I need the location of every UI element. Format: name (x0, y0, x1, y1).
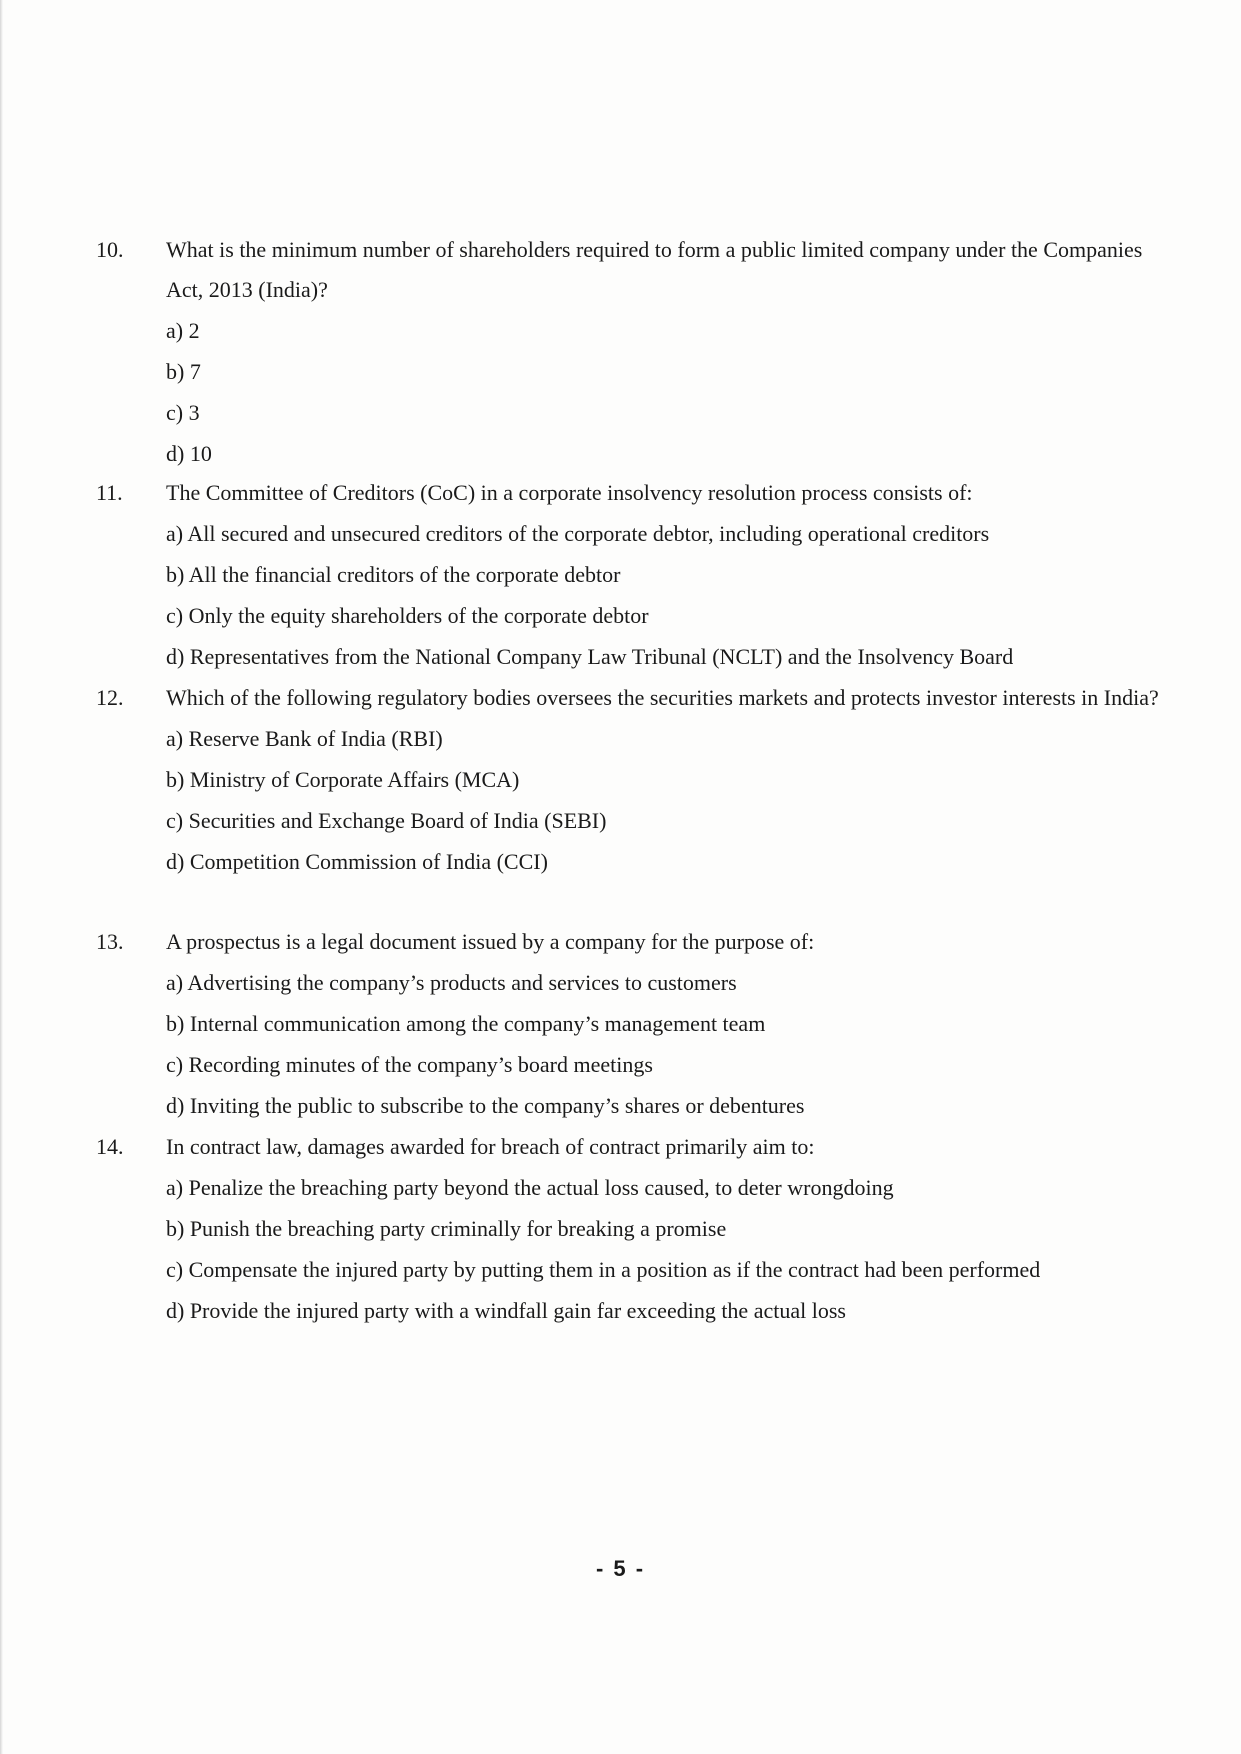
option-c: c) Recording minutes of the company’s board meetings (166, 1052, 653, 1077)
option-a: a) Penalize the breaching party beyond the actual loss caused, to deter wrongdoing (166, 1175, 894, 1200)
question-12 (96, 678, 1206, 882)
question-11 (96, 473, 1206, 677)
option-a: a) Advertising the company’s products and services to customers (166, 970, 737, 995)
option-d: d) Provide the injured party with a windfall gain far exceeding the actual loss (166, 1298, 846, 1323)
option-list (166, 718, 1206, 882)
question-number: 11. (96, 480, 123, 505)
option-list (166, 513, 1206, 677)
option-c: c) 3 (166, 400, 200, 425)
option-a: a) 2 (166, 318, 200, 343)
option-c: c) Compensate the injured party by putting them in a position as if the contract had been performed (166, 1257, 1041, 1282)
option-c: c) Only the equity shareholders of the corporate debtor (166, 603, 649, 628)
question-number: 10. (96, 237, 124, 262)
option-b: b) Punish the breaching party criminally for breaking a promise (166, 1216, 727, 1241)
option-d: d) Representatives from the National Company Law Tribunal (NCLT) and the Insolvency Board (166, 644, 1014, 669)
option-b: b) Internal communication among the company’s management team (166, 1011, 766, 1036)
question-number: 14. (96, 1134, 124, 1159)
scan-edge (0, 0, 3, 1754)
option-b: b) 7 (166, 359, 201, 384)
option-a: a) All secured and unsecured creditors of the corporate debtor, including operational creditors (166, 521, 990, 546)
question-number: 12. (96, 685, 124, 710)
option-d: d) Inviting the public to subscribe to the company’s shares or debentures (166, 1093, 805, 1118)
option-b: b) Ministry of Corporate Affairs (MCA) (166, 767, 520, 792)
option-list (166, 310, 1206, 474)
option-d: d) 10 (166, 441, 212, 466)
page-number: - 5 - (595, 1556, 646, 1581)
option-list (166, 1167, 1206, 1331)
question-13 (96, 922, 1206, 1126)
option-list (166, 962, 1206, 1126)
question-text: What is the minimum number of shareholders required to form a public limited company under the Companies Act, 2013 (India)? (166, 237, 1143, 302)
question-text: Which of the following regulatory bodies oversees the securities markets and protects investor interests in India? (166, 685, 1159, 710)
question-10 (96, 230, 1206, 474)
question-text: A prospectus is a legal document issued by a company for the purpose of: (166, 929, 815, 954)
question-text: The Committee of Creditors (CoC) in a corporate insolvency resolution process consists of: (166, 480, 973, 505)
question-number: 13. (96, 929, 124, 954)
question-text: In contract law, damages awarded for breach of contract primarily aim to: (166, 1134, 815, 1159)
option-a: a) Reserve Bank of India (RBI) (166, 726, 443, 751)
option-d: d) Competition Commission of India (CCI) (166, 849, 548, 874)
question-14 (96, 1127, 1206, 1331)
option-c: c) Securities and Exchange Board of India (SEBI) (166, 808, 607, 833)
option-b: b) All the financial creditors of the corporate debtor (166, 562, 621, 587)
